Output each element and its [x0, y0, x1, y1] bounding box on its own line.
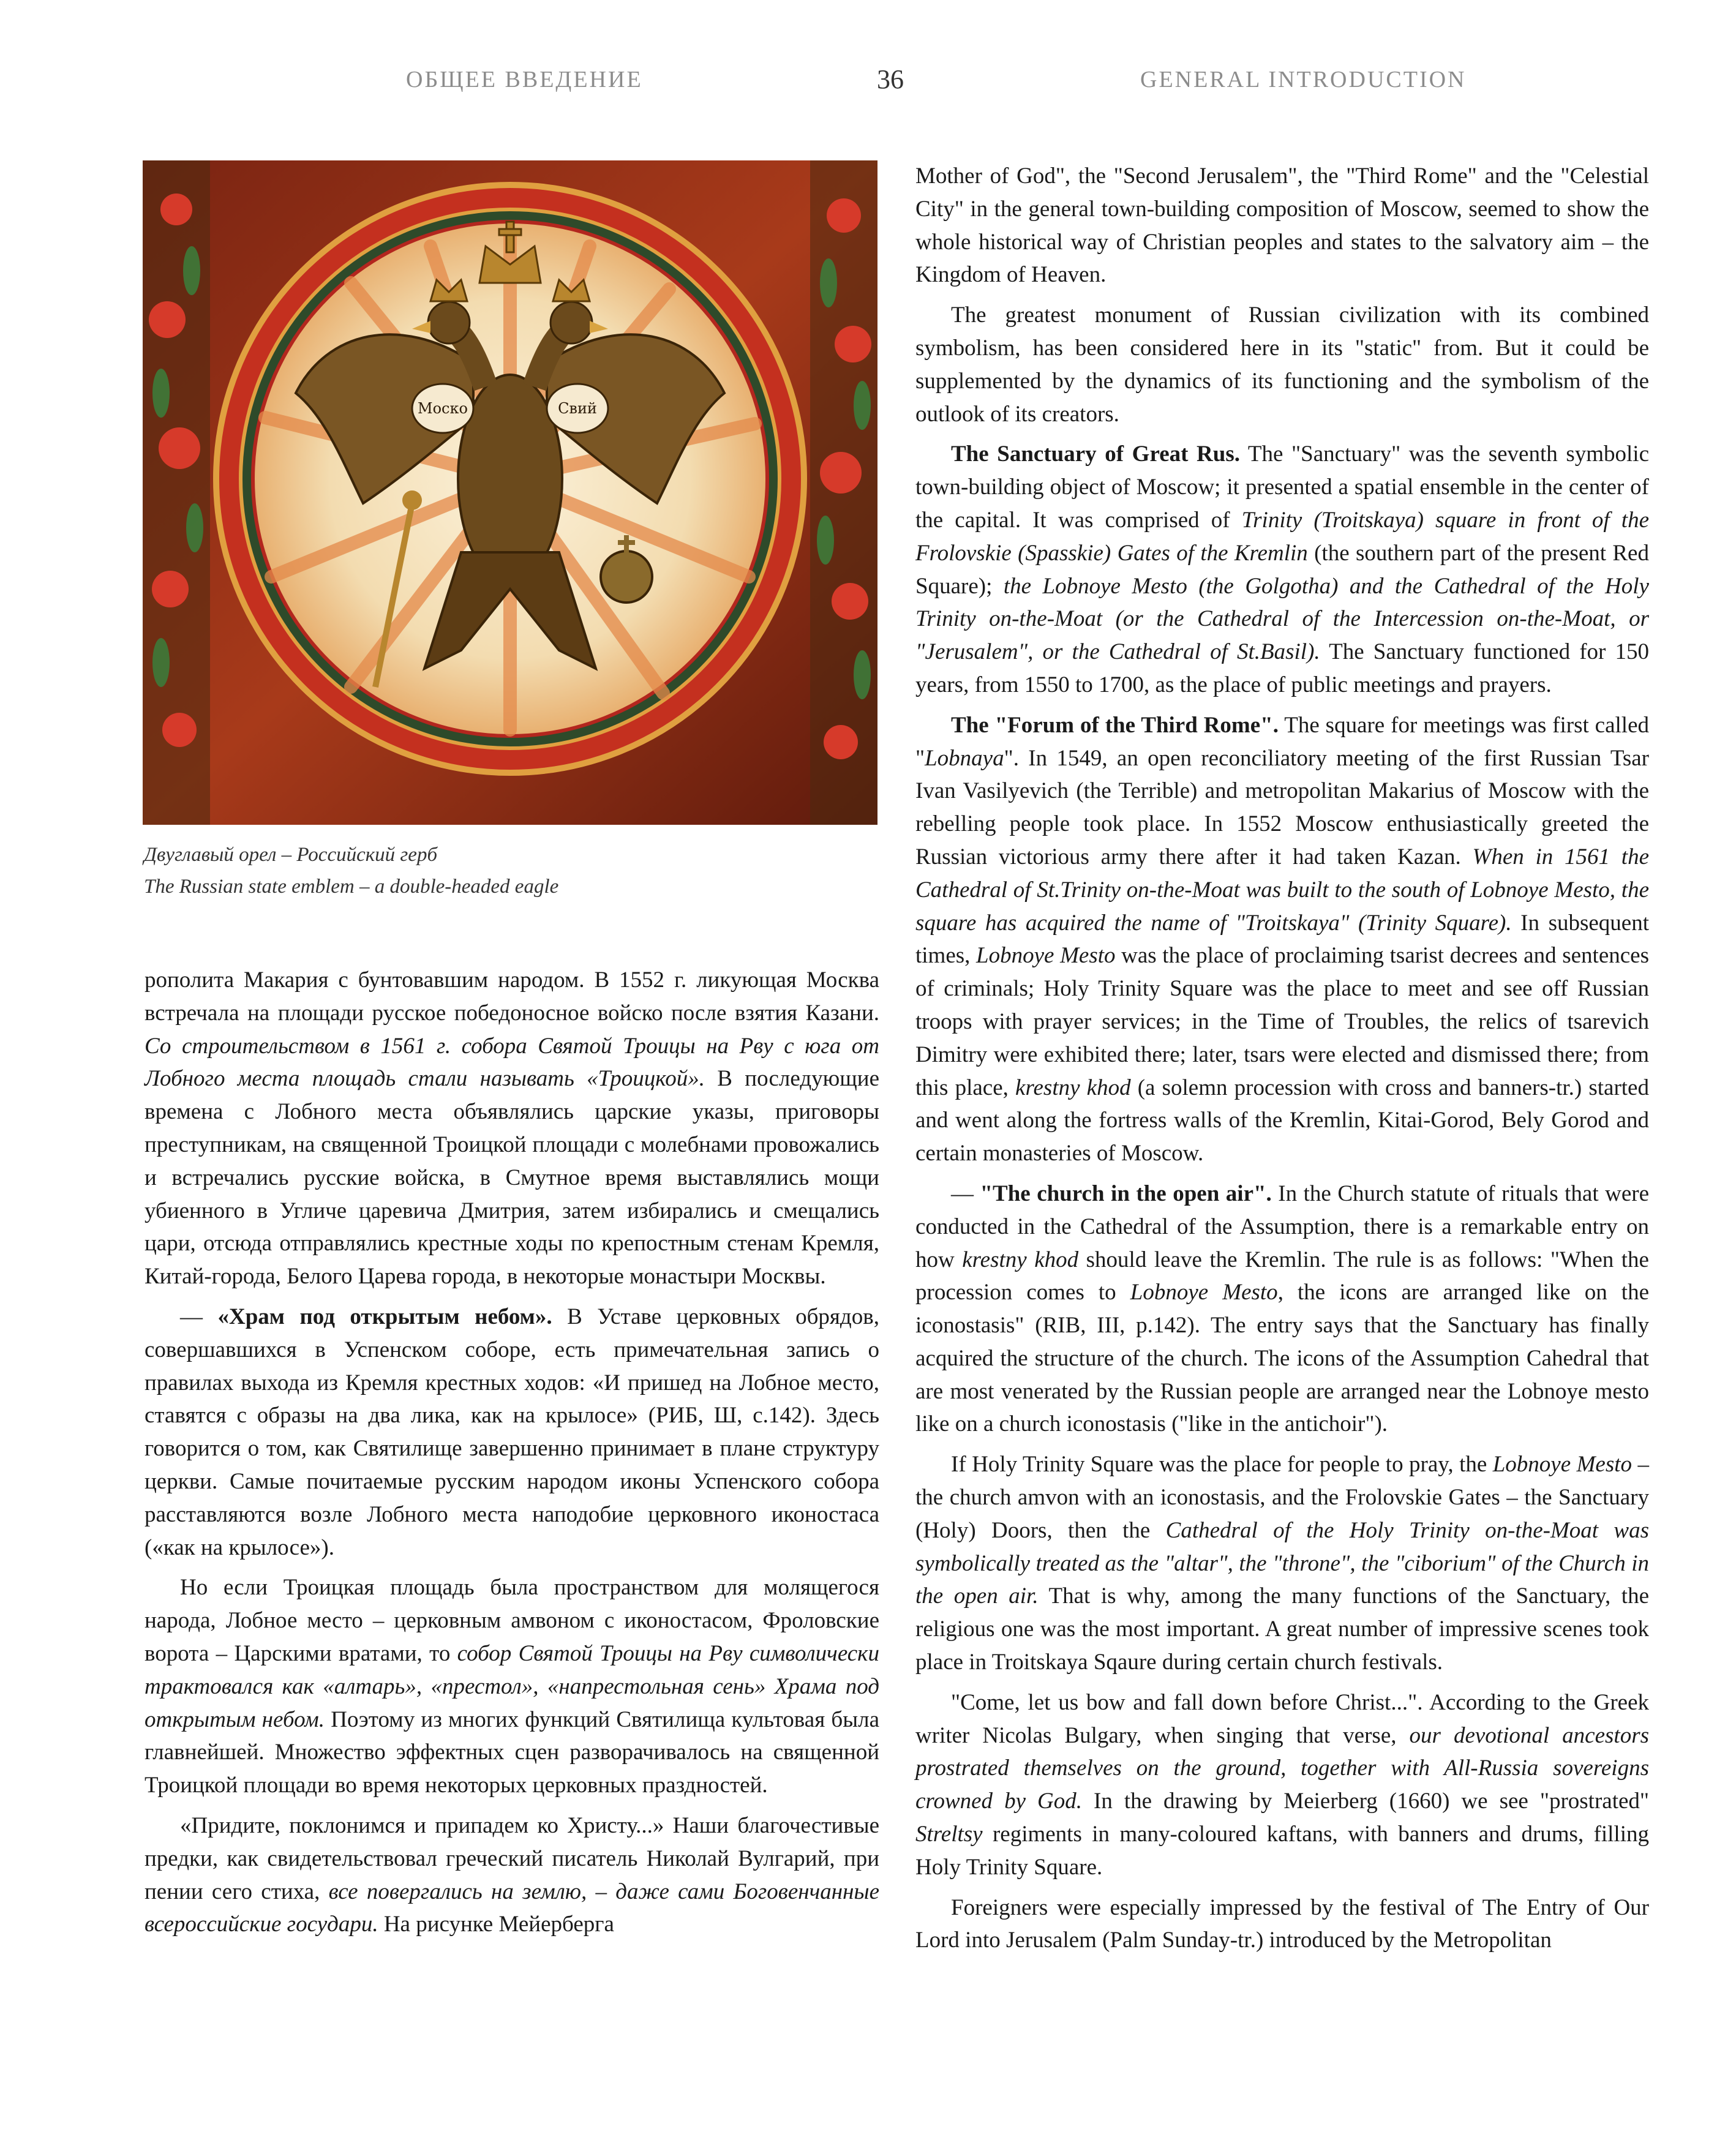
en-paragraph-8: Foreigners were especially impressed by the festival of The Entry of Our Lord into Jerusalem (Palm Sunday-tr.) introduced by the Metropolitan: [915, 1895, 1649, 1953]
ru-paragraph-4: «Придите, поклонимся и припадем ко Христу...» Наши благочестивые предки, как свидетельствовал греческий писатель Николай Вулгарий, при пении сего стиха, все повергались на землю, – даже сами Боговенчанные всероссийские государи. На рисунке Мейерберга: [145, 1812, 879, 1937]
right-head: [550, 302, 592, 344]
wing-label-left: Моско: [418, 400, 468, 417]
figure-caption: [144, 839, 558, 903]
ru-section-heading: «Храм под открытым небом».: [217, 1304, 552, 1329]
en-section-heading-sanctuary: The Sanctuary of Great Rus.: [951, 441, 1240, 467]
russian-column: [145, 964, 879, 1948]
en-paragraph-4: The "Forum of the Third Rome". The square for meetings was first called "Lobnaya". In 1549, an open reconciliatory meeting of the first Russian Tsar Ivan Vasilyevich (the Terrible) and metropolitan Makarius of Moscow with the rebelling people took place. In 1552 Moscow enthusiastically greeted the Russian victorious army there after it had taken Kazan. When in 1561 the Cathedral of St.Trinity on-the-Moat was built to the south of Lobnoye Mesto, the square has acquired the name of "Troitskaya" (Trinity Square). In subsequent times, Lobnoye Mesto was the place of proclaiming tsarist decrees and sentences of criminals; Holy Trinity Square was the place to meet and see off Russian troops with prayer services; in the Time of Troubles, the relics of tsarevich Dimitry were exhibited there; later, tsars were elected and dismissed there; from this place, krestny khod (a solemn procession with cross and banners-tr.) started and went along the fortress walls of the Kremlin, Kitai-Gorod, Bely Gorod and certain monasteries of Moscow.: [915, 712, 1650, 1166]
en-paragraph-1: Mother of God", the "Second Jerusalem", the "Third Rome" and the "Celestial City" in the general town-building composition of Moscow, seemed to show the whole historical way of Christian peoples and states to the salvatory aim – the Kingdom of Heaven.: [915, 163, 1649, 288]
caption-ru: Двуглавый орел – Российский герб: [144, 844, 438, 866]
wing-label-right: Свий: [558, 400, 597, 417]
orb: [601, 551, 652, 603]
running-head-right: GENERAL INTRODUCTION: [1140, 67, 1467, 92]
en-paragraph-2: The greatest monument of Russian civilization with its combined symbolism, has been considered here in its "static" from. But it could be supplemented by the dynamics of its functioning and the symbolism of the outlook of its creators.: [915, 302, 1649, 427]
en-paragraph-6: If Holy Trinity Square was the place for people to pray, the Lobnoye Mesto – the church amvon with an iconostasis, and the Frolovskie Gates – the Sanctuary (Holy) Doors, then the Cathedral of the Holy Trinity on-the-Moat was symbolically treated as the "altar", the "throne", the "ciborium" of the Church in the open air. That is why, among the many functions of the Sanctuary, the religious one was the most important. A great number of impressive scenes took place in Troitskaya Sqaure during certain church festivals.: [915, 1452, 1650, 1675]
emblem-illustration: [143, 160, 877, 825]
english-column: [915, 160, 1649, 1964]
en-paragraph-7: "Come, let us bow and fall down before Christ...". According to the Greek writer Nicolas Bulgary, when singing that verse, our devotional ancestors prostrated themselves on the ground, together with All-Russia sovereigns crowned by God. In the drawing by Meierberg (1660) we see "prostrated" Streltsy regiments in many-coloured kaftans, with banners and drums, filling Holy Trinity Square.: [915, 1689, 1649, 1880]
left-head: [428, 302, 470, 344]
caption-en: The Russian state emblem – a double-headed eagle: [144, 876, 559, 898]
ru-paragraph-1: рополита Макария с бунтовавшим народом. В 1552 г. ликующая Москва встречала на площади русское победоносное войско после взятия Казани. Со строительством в 1561 г. собора Святой Троицы на Рву с юга от Лобного места площадь стали называть «Троицкой». В последующие времена с Лобного места объявлялись царские указы, приговоры преступникам, на священной Троицкой площади с молебнами провожались и встречались русские войска, в Смутное время выставлялись мощи убиенного в Угличе царевича Дмитрия, затем избирались и смещались цари, отсюда отправлялись крестные ходы по крепостным стенам Кремля, Китай-города, Белого Царева города, в некоторые монастыри Москвы.: [145, 967, 879, 1290]
ru-paragraph-3: Но если Троицкая площадь была пространством для молящегося народа, Лобное место – церковным амвоном с иконостасом, Фроловские ворота – Царскими вратами, то собор Святой Троицы на Рву символически трактовался как «алтарь», «престол», «напрестольная сень» Храма под открытым небом. Поэтому из многих функций Святилища культовая была главнейшей. Множество эффектных сцен разворачивалось на священной Троицкой площади во время некоторых церковных праздностей.: [145, 1575, 879, 1798]
en-section-heading-forum: The "Forum of the Third Rome".: [951, 712, 1279, 738]
en-paragraph-5: — "The church in the open air". In the Church statute of rituals that were conducted in the Cathedral of the Assumption, there is a remarkable entry on how krestny khod should leave the Kremlin. The rule is as follows: "When the procession comes to Lobnoye Mesto, the icons are arranged like on the iconostasis" (RIB, III, p.142). The entry says that the Sanctuary has finally acquired the structure of the church. The icons of the Assumption Cahedral that are most venerated by the Russian people are arranged near the Lobnoye mesto like on a church iconostasis ("like in the antichoir").: [915, 1181, 1649, 1437]
en-paragraph-3: The Sanctuary of Great Rus. The "Sanctuary" was the seventh symbolic town-building object of Moscow; it presented a spatial ensemble in the center of the capital. It was comprised of Trinity (Troitskaya) square in front of the Frolovskie (Spasskie) Gates of the Kremlin (the southern part of the present Red Square); the Lobnoye Mesto (the Golgotha) and the Cathedral of the Holy Trinity on-the-Moat (or the Cathedral of the Intercession on-the-Moat, or "Jerusalem", or the Cathedral of St.Basil). The Sanctuary functioned for 150 years, from 1550 to 1700, as the place of public meetings and prayers.: [915, 441, 1649, 697]
running-head-left: ОБЩЕЕ ВВЕДЕНИЕ: [406, 67, 643, 92]
en-section-heading-church: "The church in the open air".: [980, 1181, 1272, 1206]
page-number: 36: [877, 64, 904, 94]
ru-paragraph-2: — «Храм под открытым небом». В Уставе церковных обрядов, совершавшихся в Успенском соборе, есть примечательная запись о правилах выхода из Кремля крестных ходов: «И пришед на Лобное место, ставятся с образы на два лика, как на крылосе» (РИБ, Ш, с.142). Здесь говорится о том, как Святилище завершенно принимает в плане структуру церкви. Самые почитаемые русским народом иконы Успенского собора расставляются возле Лобного места наподобие церковного иконостаса («как на крылосе»).: [145, 1304, 879, 1560]
